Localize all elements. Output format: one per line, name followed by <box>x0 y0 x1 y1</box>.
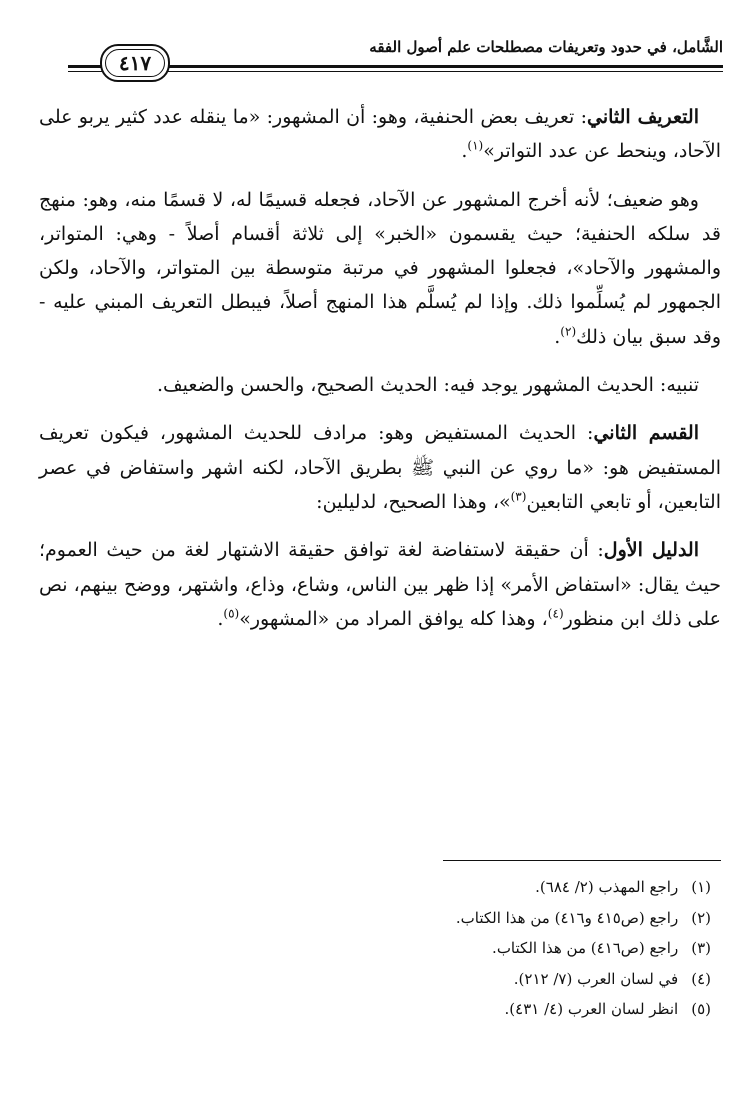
paragraph-text: »، وهذا الصحيح، لدليلين: <box>316 490 511 513</box>
footnote-text: راجع (ص٤١٦) من هذا الكتاب. <box>492 939 679 957</box>
paragraph-text: تنبيه: الحديث المشهور يوجد فيه: الحديث الصحيح، والحسن والضعيف. <box>156 374 699 397</box>
paragraph-first-evidence <box>39 533 721 636</box>
footnote-ref[interactable]: (١) <box>467 138 484 153</box>
footnote-number: (٢) <box>691 908 711 927</box>
paragraph-text: وهو ضعيف؛ لأنه أخرج المشهور عن الآحاد، فجعله قسيمًا له، لا قسمًا منه، وهو: منهج قد سلكه الحنفية؛ حيث يقسمون «الخبر» إلى ثلاثة أقسام أصلاً - وهي: المتواتر، والمشهور والآحاد»، فجعلوا المشهور في مرتبة متوسطة بين المتواتر، والآحاد، ولكن الجمهور لم يُسلِّموا ذلك. وإذا لم يُسلَّم هذا المنهج أصلاً، فيبطل التعريف المبني عليه - وقد سبق بيان ذلك <box>39 188 721 348</box>
footnote-item <box>151 872 711 903</box>
page-number: ٤١٧ <box>118 51 152 75</box>
main-text <box>39 100 721 650</box>
footnote-item <box>151 933 711 964</box>
paragraph-critique <box>39 183 721 354</box>
paragraph-text: : تعريف بعض الحنفية، وهو: أن المشهور: «ما ينقله عدد كثير يربو على الآحاد، وينحط عن عدد التواتر» <box>39 106 721 163</box>
footnote-text: راجع المهذب (٢/ ٦٨٤). <box>535 878 679 896</box>
footnotes-list <box>151 872 711 1025</box>
paragraph-section-two <box>39 416 721 519</box>
paragraph-heading: الدليل الأول <box>603 539 699 562</box>
paragraph-text: . <box>554 325 561 348</box>
footnote-number: (٣) <box>691 939 711 957</box>
footnote-ref[interactable]: (٢) <box>560 324 577 339</box>
footnote-number: (٥) <box>691 1000 711 1018</box>
paragraph-definition-two <box>39 100 721 169</box>
page-number-frame <box>100 44 170 82</box>
paragraph-text: ، وهذا كله يوافق المراد من «المشهور» <box>239 607 548 630</box>
footnote-text: انظر لسان العرب (٤/ ٤٣١). <box>504 1000 679 1018</box>
footnote-ref[interactable]: (٣) <box>510 489 527 504</box>
paragraph-text: . <box>217 607 224 630</box>
page-header <box>68 30 723 82</box>
footnote-text: في لسان العرب (٧/ ٢١٢). <box>513 969 679 988</box>
footnote-ref[interactable]: (٥) <box>223 606 240 621</box>
paragraph-text: : الحديث المستفيض وهو: مرادف للحديث المشهور، فيكون تعريف المستفيض هو: «ما روي عن النبي ﷺ بطريق الآحاد، لكنه اشهر واستفاض في عصر التابعين، أو تابعي التابعين <box>39 422 721 513</box>
footnote-number: (٤) <box>691 969 711 988</box>
footnote-number: (١) <box>691 878 711 896</box>
paragraph-heading: القسم الثاني <box>593 422 699 445</box>
paragraph-text: . <box>461 140 468 163</box>
footnote-item <box>151 903 711 934</box>
paragraph-text: : أن حقيقة لاستفاضة لغة توافق حقيقة الاشتهار لغة من حيث العموم؛ حيث يقال: «استفاض الأمر» إذا ظهر بين الناس، وشاع، وذاع، واشتهر، ووضح بينهم، نص على ذلك ابن منظور <box>39 539 721 630</box>
footnote-item <box>151 994 711 1025</box>
footnote-text: راجع (ص٤١٥ و٤١٦) من هذا الكتاب. <box>455 908 679 927</box>
footnote-separator <box>443 860 721 861</box>
running-title: الشَّامل، في حدود وتعريفات مصطلحات علم أصول الفقه <box>369 38 723 56</box>
footnote-ref[interactable]: (٤) <box>547 606 564 621</box>
paragraph-note <box>39 368 721 402</box>
paragraph-heading: التعريف الثاني <box>586 106 699 128</box>
footnote-item <box>151 964 711 995</box>
